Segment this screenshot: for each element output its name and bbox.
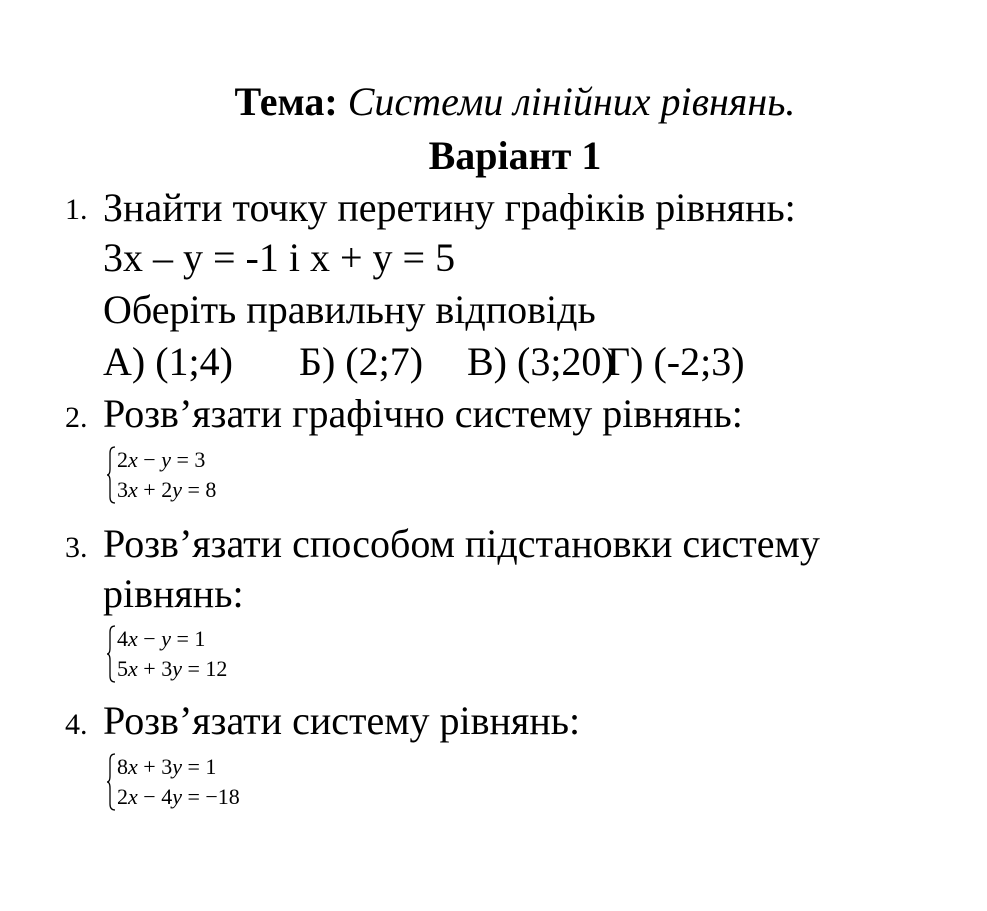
task-1-instruction: Оберіть правильну відповідь	[103, 287, 596, 332]
option-b: Б) (2;7)	[299, 339, 424, 384]
task-1-text: Знайти точку перетину графіків рівнянь:	[103, 185, 796, 230]
task-4-equation-1: 8x + 3y = 1	[117, 754, 217, 779]
task-3-equation-1: 4x − y = 1	[117, 626, 206, 651]
task-4-number: 4.	[65, 708, 88, 741]
brace-icon	[106, 624, 116, 684]
option-a: А) (1;4)	[103, 339, 233, 384]
task-2-text: Розв’язати графічно систему рівнянь:	[103, 391, 743, 436]
task-3-equation-2: 5x + 3y = 12	[117, 656, 228, 681]
task-3-text: Розв’язати способом підстановки систему	[103, 521, 820, 566]
task-2-equation-1: 2x − y = 3	[117, 447, 206, 472]
task-4-text: Розв’язати систему рівнянь:	[103, 698, 581, 743]
task-2-equation-2: 3x + 2y = 8	[117, 477, 217, 502]
task-4-equation-2: 2x − 4y = −18	[117, 784, 240, 809]
title-topic: Системи лінійних рівнянь.	[347, 79, 796, 124]
option-c: В) (3;20)	[467, 339, 615, 384]
brace-icon	[106, 445, 116, 505]
title-label: Тема:	[234, 79, 338, 124]
task-3-text-cont: рівнянь:	[103, 571, 244, 616]
task-1-equations: 3х – у = -1 і х + у = 5	[103, 235, 456, 280]
task-1-number: 1.	[65, 193, 88, 226]
page-title	[0, 78, 987, 126]
variant-heading: Варіант 1	[428, 133, 602, 178]
task-3-number: 3.	[65, 531, 88, 564]
option-d: Г) (-2;3)	[607, 339, 745, 384]
task-2-number: 2.	[65, 401, 88, 434]
brace-icon	[106, 752, 116, 812]
task-1-options	[103, 338, 745, 386]
